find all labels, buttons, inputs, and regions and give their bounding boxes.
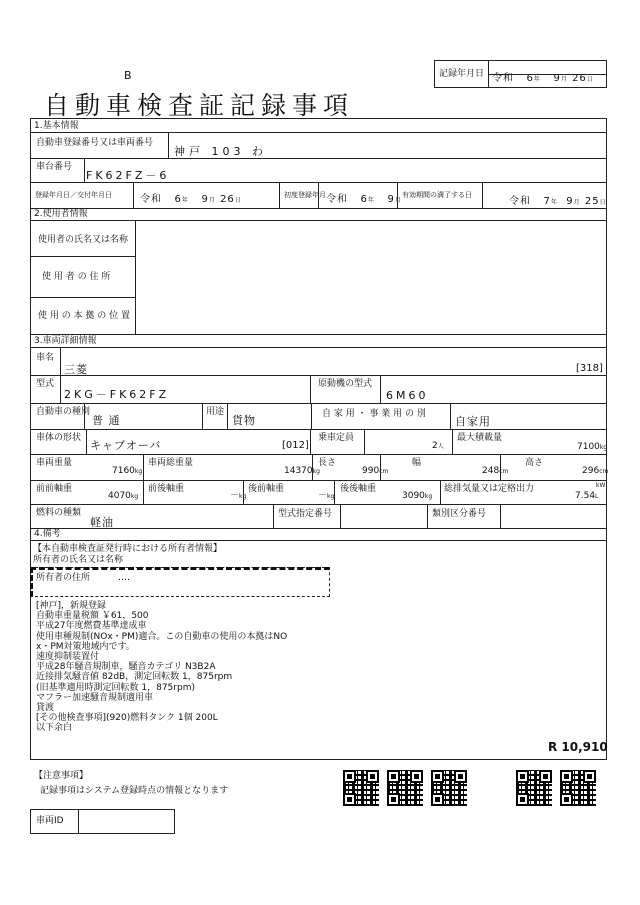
caution-title: 【注意事項】 <box>34 771 89 781</box>
model-value: 2KG－FK62FZ <box>64 388 170 401</box>
remarks-list: [神戸]，新規登録 自動車重量税額 ￥61，500 平成27年度燃費基準達成車 使用車種規制(NOx・PM)適合。この自動車の使用の本拠はNO x・PM対策地域内です。 速度抑制装置付 平成28年騒音規制車，騒音カテゴリ N3B2A 近接排気騒音値 82dB，測定回転数 1，875rpm (旧基準適用時測定回転数 1，875rpm) マフラー加速騒音規制適用車 貸渡 [その他検査事項](920)燃料タンク 1個 200L 以下余白 <box>36 601 288 734</box>
kind-value: 普 通 <box>92 414 121 427</box>
chassis-value: FK62FZ－6 <box>86 169 170 182</box>
rr-axle-label: 後後軸重 <box>340 484 377 494</box>
qr-code-4 <box>516 770 552 806</box>
weight-label: 車両重量 <box>36 458 73 468</box>
user-base-label: 使 用 の 本 拠 の 位 置 <box>38 311 131 321</box>
displacement-label: 総排気量又は定格出力 <box>444 484 535 494</box>
owner-name-label: 所有者の氏名又は名称 <box>33 555 124 565</box>
section-notes: 4.備考 <box>34 529 61 539</box>
engine-value: 6M60 <box>386 389 429 402</box>
body-code: [012] <box>282 440 309 451</box>
capacity-label: 乗車定員 <box>318 433 355 443</box>
body-label: 車体の形状 <box>36 433 82 443</box>
max-load-value: 7100kg <box>577 442 608 452</box>
expiry-label: 有効期間の満了する日 <box>402 191 472 199</box>
width-label: 幅 <box>412 458 422 468</box>
height-label: 高さ <box>525 458 544 468</box>
gross-label: 車両総重量 <box>148 458 194 468</box>
displacement-unit-top: kW <box>596 482 606 489</box>
fuel-label: 燃料の種類 <box>36 508 82 518</box>
copy-marker: B <box>124 69 132 82</box>
section-vehicle: 3.車両詳細情報 <box>34 336 97 346</box>
fee-stamp: R 10,910 <box>548 740 608 754</box>
section-basic: 1.基本情報 <box>34 121 79 131</box>
initial-reg-value: 令和 6年 9月 <box>326 194 402 205</box>
record-date-label: 記録年月日 <box>439 69 485 79</box>
fr-axle-label: 前後軸重 <box>148 484 185 494</box>
qr-code-5 <box>560 770 596 806</box>
kind-label: 自動車の種別 <box>36 407 91 417</box>
capacity-value: 2人 <box>432 441 444 451</box>
class-number-label: 類別区分番号 <box>432 509 487 519</box>
weight-value: 7160kg <box>112 466 143 476</box>
initial-reg-label: 初度登録年月 <box>284 191 326 199</box>
qr-code-2 <box>387 770 423 806</box>
owner-address-value: ‥‥ <box>118 573 131 583</box>
height-value: 296cm <box>582 466 609 476</box>
rf-axle-label: 後前軸重 <box>248 484 285 494</box>
engine-label: 原動機の型式 <box>318 379 373 389</box>
record-date-value: 令和 6年 9月 26日 <box>492 73 594 84</box>
fuel-value: 軽油 <box>90 516 114 529</box>
displacement-value: 7.54L <box>575 491 599 501</box>
length-label: 長さ <box>318 458 337 468</box>
max-load-label: 最大積載量 <box>457 433 503 443</box>
user-address-label: 使 用 者 の 住 所 <box>42 272 111 282</box>
caution-text: 記録事項はシステム登録時点の情報となります <box>40 786 229 796</box>
model-label: 型式 <box>36 379 55 389</box>
rr-axle-value: 3090kg <box>402 491 433 501</box>
page-title: 自動車検査証記録事項 <box>44 91 355 120</box>
owner-info-frame <box>30 567 330 597</box>
make-value: 三菱 <box>64 363 88 376</box>
owner-heading: 【本自動車検査証発行時における所有者情報】 <box>33 544 223 554</box>
qr-code-3 <box>431 770 467 806</box>
make-code: [318] <box>576 363 603 374</box>
rf-axle-value: －kg <box>318 491 335 501</box>
use-value: 貨物 <box>232 414 256 427</box>
user-name-label: 使用者の氏名又は名称 <box>38 235 129 245</box>
make-label: 車名 <box>36 353 55 363</box>
fr-axle-value: －kg <box>230 491 247 501</box>
vehicle-id-label: 車両ID <box>36 816 64 826</box>
reg-number-label: 自動車登録番号又は車両番号 <box>36 138 154 148</box>
private-value: 自家用 <box>455 415 491 428</box>
reg-number-value: 神戸 103 わ <box>174 145 267 158</box>
gross-value: 14370kg <box>284 466 320 476</box>
type-designation-label: 型式指定番号 <box>278 509 333 519</box>
chassis-label: 車台番号 <box>36 162 73 172</box>
body-value: キャブオーバ <box>90 439 162 452</box>
private-label: 自 家 用 ・ 事 業 用 の 別 <box>322 409 426 419</box>
owner-address-label: 所有者の住所 <box>36 573 91 583</box>
use-label: 用途 <box>206 407 225 417</box>
issue-date-label: 登録年月日／交付年月日 <box>35 191 112 199</box>
width-value: 248cm <box>482 466 509 476</box>
section-user: 2.使用者情報 <box>34 209 88 219</box>
qr-code-1 <box>343 770 379 806</box>
length-value: 990cm <box>362 466 389 476</box>
issue-date-value: 令和 6年 9月 26日 <box>140 194 242 205</box>
expiry-value: 令和 7年 9月 25日 <box>509 196 607 207</box>
ff-axle-value: 4070kg <box>108 491 139 501</box>
ff-axle-label: 前前軸重 <box>36 484 73 494</box>
